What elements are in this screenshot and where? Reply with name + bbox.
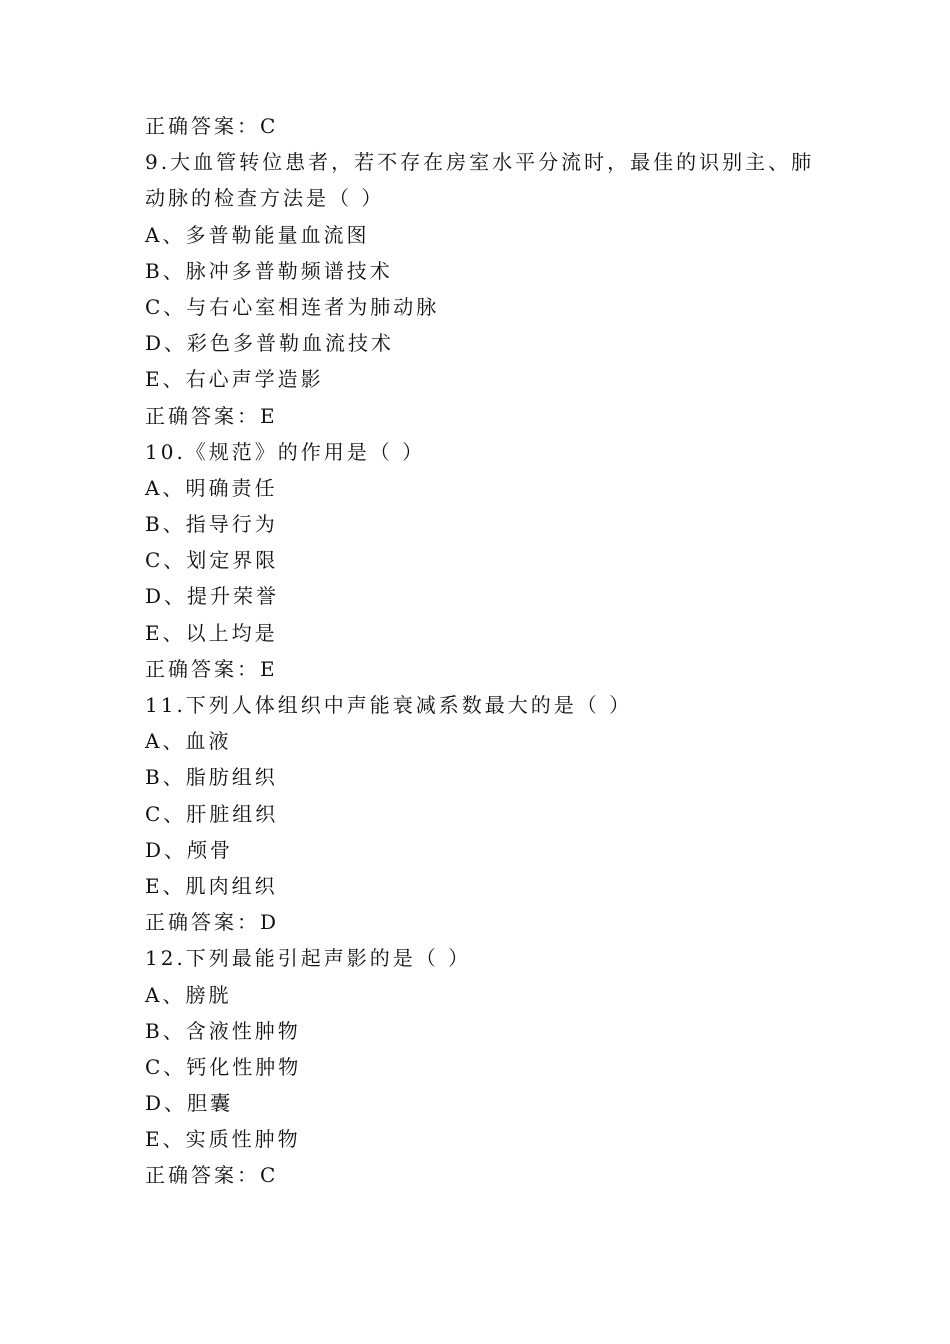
question-11-text: 11.下列人体组织中声能衰减系数最大的是（ ） [145, 693, 633, 717]
question-10-option-a: A、明确责任 [145, 475, 278, 500]
question-10-option-e: E、以上均是 [145, 620, 278, 645]
answer-line-q8: 正确答案：C [145, 114, 279, 138]
answer-line-q10: 正确答案：E [145, 656, 278, 681]
question-9-option-c: C、与右心室相连者为肺动脉 [145, 294, 440, 319]
question-9-text-cont: 动脉的检查方法是（ ） [145, 186, 385, 211]
question-12-text: 12.下列最能引起声影的是（ ） [145, 946, 472, 971]
document-body [145, 108, 825, 1194]
question-12-option-b: B、含液性肿物 [145, 1018, 301, 1043]
question-11-option-e: E、肌肉组织 [145, 873, 278, 898]
answer-line-q12: 正确答案：C [145, 1163, 279, 1188]
question-11-option-d: D、颅骨 [145, 837, 234, 862]
question-9-option-b: B、脉冲多普勒频谱技术 [145, 258, 393, 283]
question-9-option-d: D、彩色多普勒血流技术 [145, 331, 395, 356]
answer-line-q11: 正确答案：D [145, 910, 280, 935]
question-10-option-c: C、划定界限 [145, 548, 279, 573]
question-10-text: 10.《规范》的作用是（ ） [145, 439, 426, 464]
question-10-option-d: D、提升荣誉 [145, 584, 280, 609]
question-9-text: 9.大血管转位患者，若不存在房室水平分流时，最佳的识别主、肺 [145, 150, 815, 175]
question-9-option-e: E、右心声学造影 [145, 367, 324, 392]
question-9-option-a: A、多普勒能量血流图 [145, 222, 370, 247]
question-11-option-c: C、肝脏组织 [145, 801, 279, 826]
question-12-option-d: D、胆囊 [145, 1091, 234, 1116]
question-12-option-c: C、钙化性肿物 [145, 1054, 302, 1079]
question-11-option-b: B、脂肪组织 [145, 765, 278, 790]
question-12-option-e: E、实质性肿物 [145, 1127, 301, 1152]
question-12-option-a: A、膀胱 [145, 982, 232, 1007]
question-11-option-a: A、血液 [145, 729, 232, 754]
question-10-option-b: B、指导行为 [145, 512, 278, 537]
answer-line-q9: 正确答案：E [145, 403, 278, 428]
